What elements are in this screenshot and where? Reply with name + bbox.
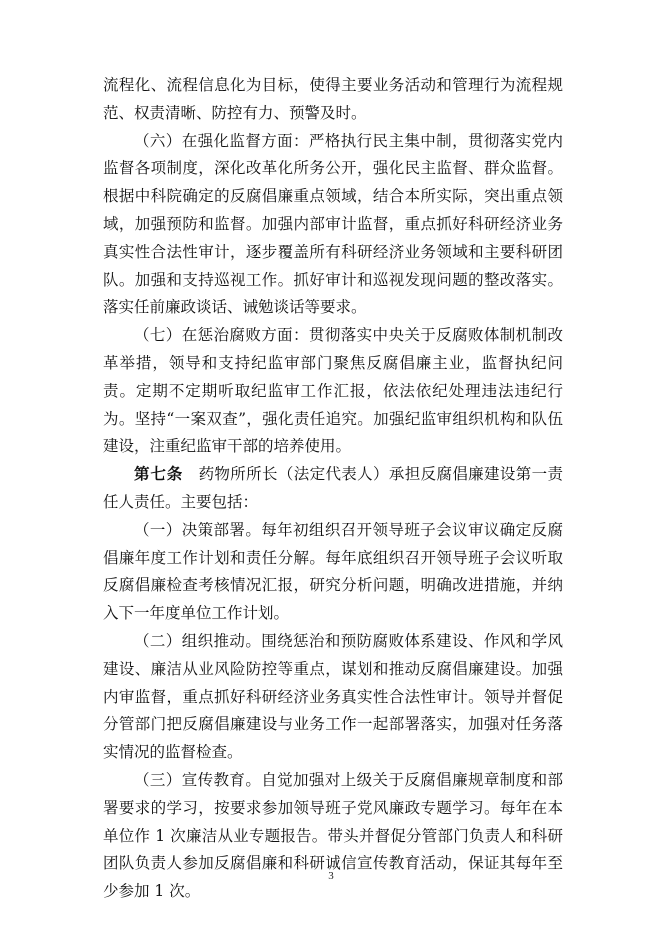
paragraph-item-2: （二）组织推动。围绕惩治和预防腐败体系建设、作风和学风建设、廉洁从业风险防控等重点，谋划和推动反腐倡廉建设。加强内审监督，重点抓好科研经济业务真实性合法性审计。领导并督促分管部门把反腐倡廉建设与业务工作一起部署落实，加强对任务落实情况的监督检查。	[103, 631, 563, 762]
article-text: 药物所所长（法定代表人）承担反腐倡廉建设第一责任人责任。主要包括：	[103, 465, 563, 511]
paragraph-1: 流程化、流程信息化为目标，使得主要业务活动和管理行为流程规范、权责清晰、防控有力、预警及时。	[103, 76, 563, 122]
paragraph-article-7	[103, 461, 563, 517]
paragraph-section-6: （六）在强化监督方面：严格执行民主集中制，贯彻落实党内监督各项制度，深化改革化所务公开，强化民主监督、群众监督。根据中科院确定的反腐倡廉重点领域，结合本所实际，突出重点领域，加强预防和监督。加强内部审计监督，重点抓好科研经济业务真实性合法性审计，逐步覆盖所有科研经济业务领域和主要科研团队。加强和支持巡视工作。抓好审计和巡视发现问题的整改落实。落实任前廉政谈话、诫勉谈话等要求。	[103, 131, 563, 317]
paragraph-item-1: （一）决策部署。每年初组织召开领导班子会议审议确定反腐倡廉年度工作计划和责任分解。每年底组织召开领导班子会议听取反腐倡廉检查考核情况汇报，研究分析问题，明确改进措施，并纳入下一年度单位工作计划。	[103, 520, 563, 623]
page-number: 3	[328, 870, 334, 882]
article-heading: 第七条	[134, 465, 184, 484]
paragraph-item-3: （三）宣传教育。自觉加强对上级关于反腐倡廉规章制度和部署要求的学习，按要求参加领导班子党风廉政专题学习。每年在本单位作 1 次廉洁从业专题报告。带头并督促分管部门负责人和科研团队负责人参加反腐倡廉和科研诚信宣传教育活动，保证其每年至少参加 1 次。	[103, 770, 563, 901]
document-body	[103, 72, 563, 906]
paragraph-section-7: （七）在惩治腐败方面：贯彻落实中央关于反腐败体制机制改革举措，领导和支持纪监审部门聚焦反腐倡廉主业，监督执纪问责。定期不定期听取纪监审工作汇报，依法依纪处理违法违纪行为。坚持“一案双查”，强化责任追究。加强纪监审组织机构和队伍建设，注重纪监审干部的培养使用。	[103, 326, 563, 456]
